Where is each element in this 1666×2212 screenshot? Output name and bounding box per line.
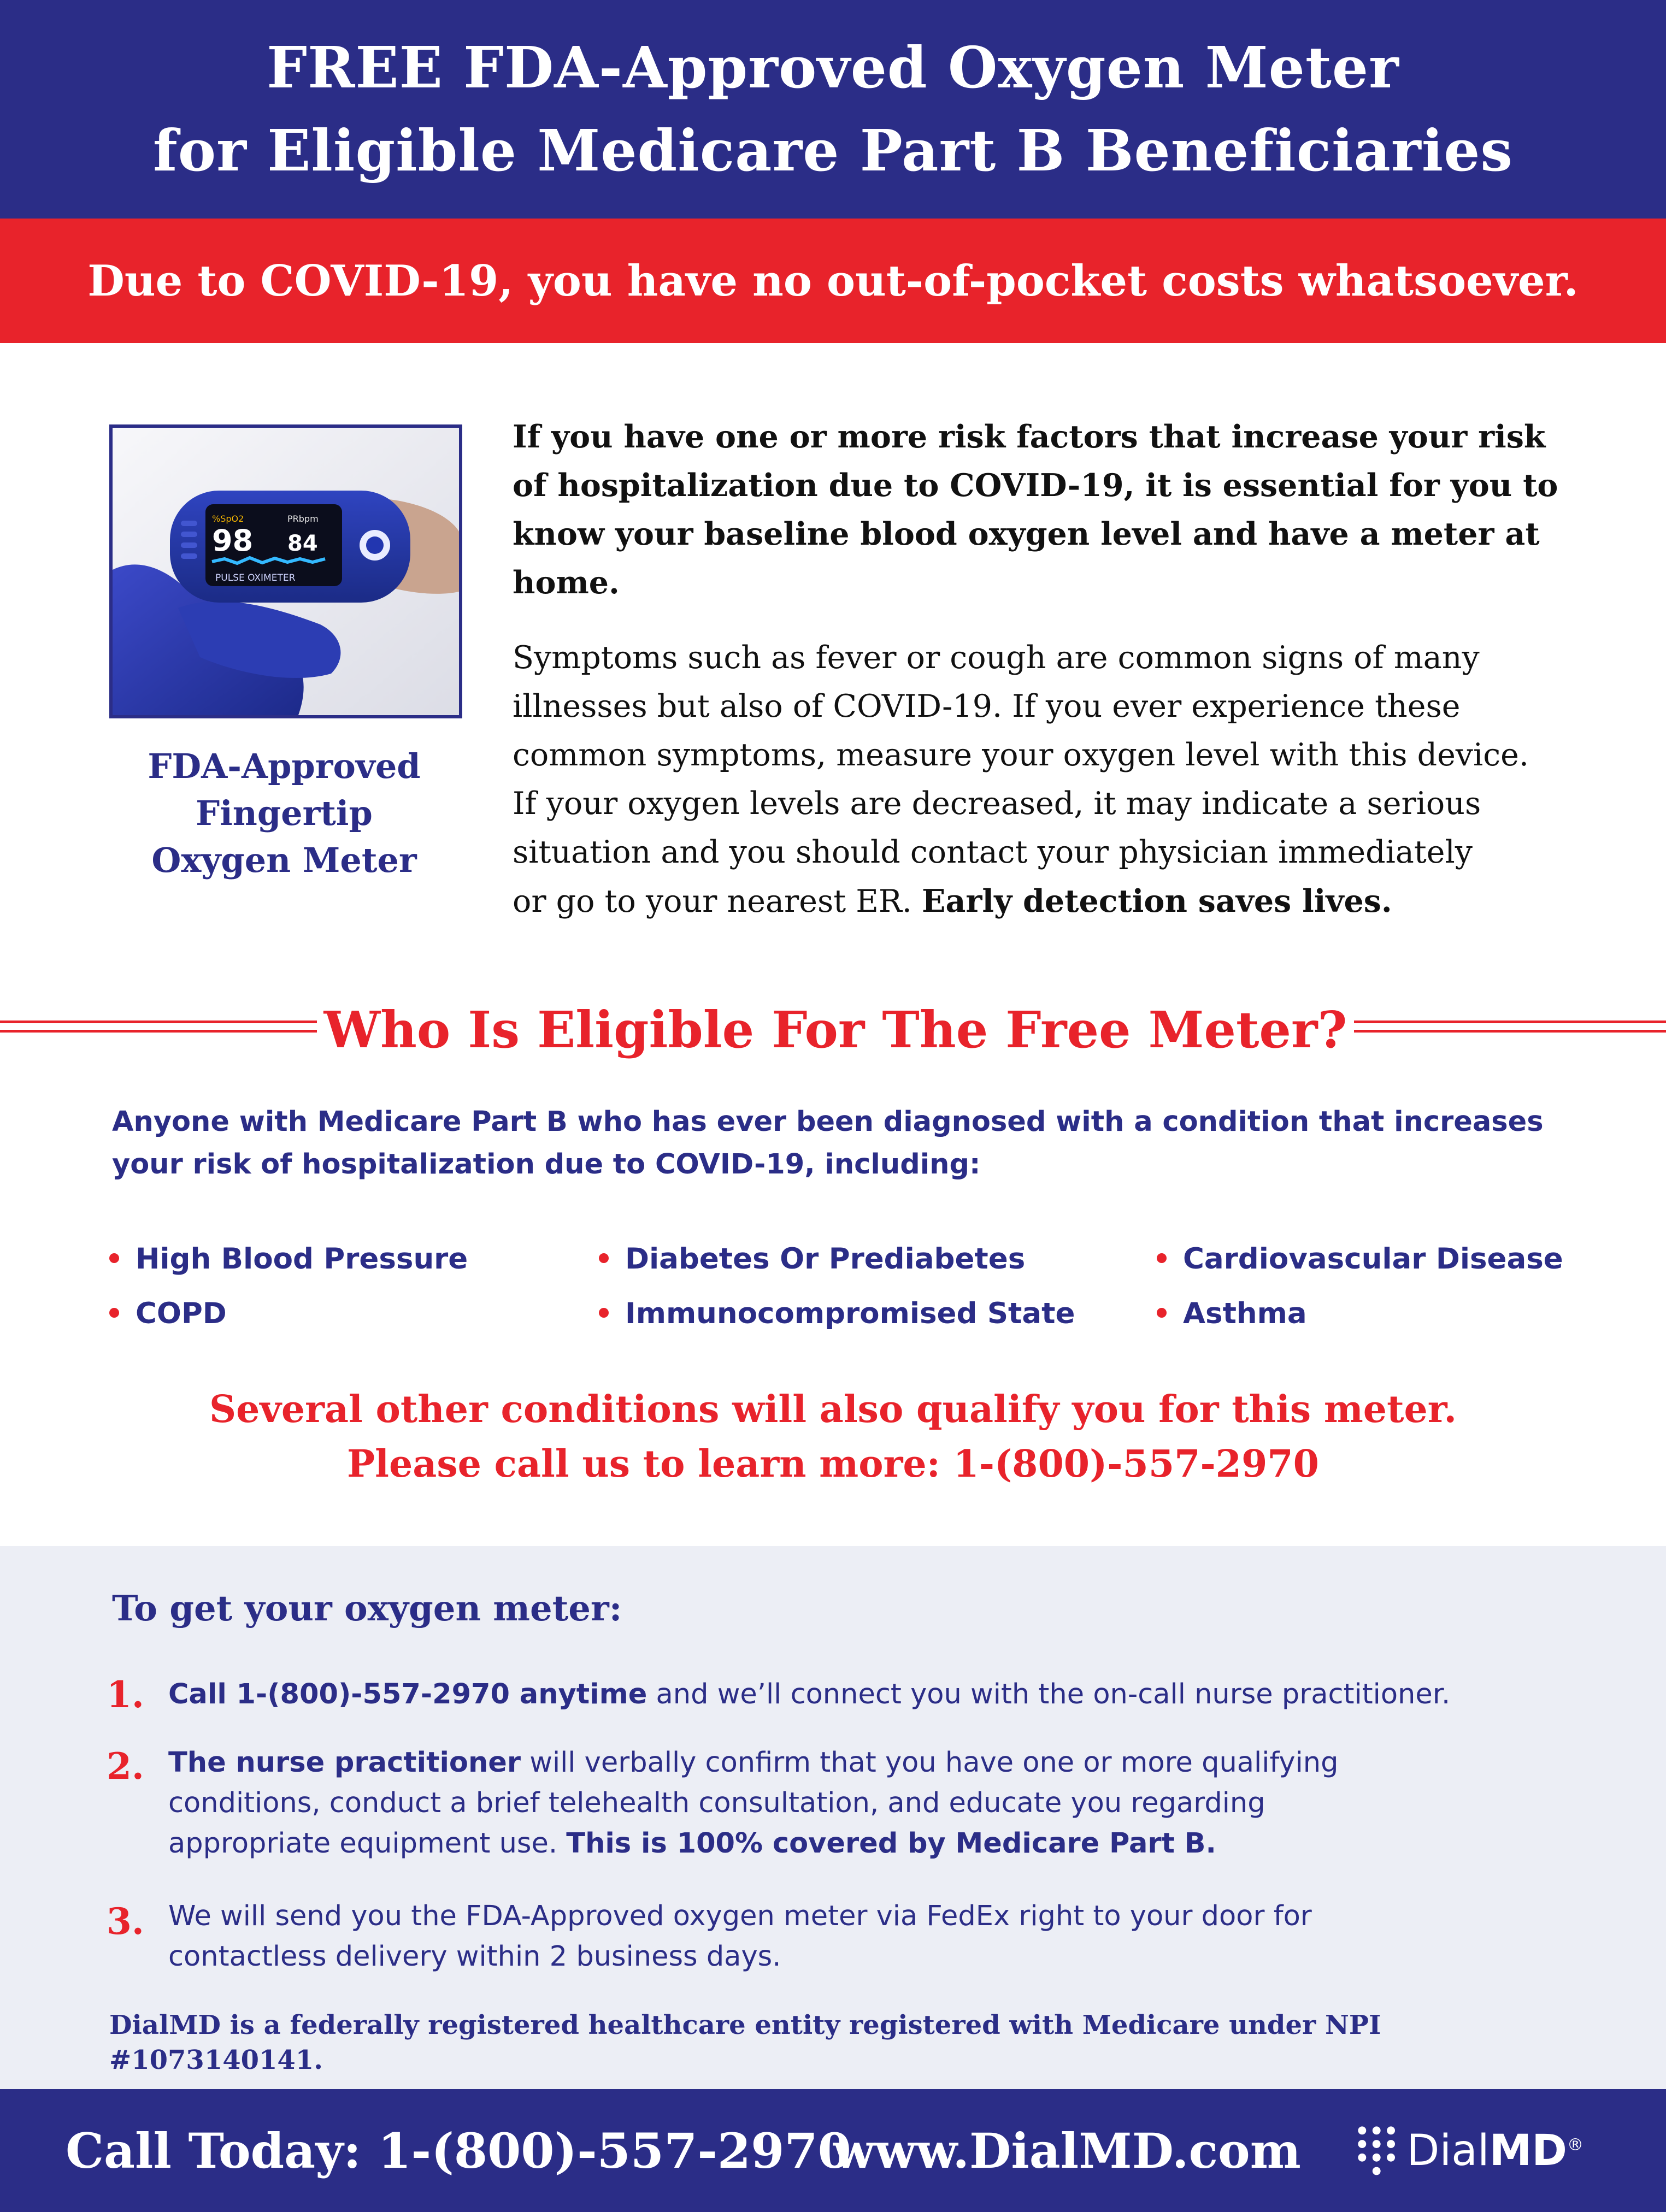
bullet-icon — [1157, 1253, 1167, 1263]
call-today-phone[interactable]: Call Today: 1-(800)-557-2970 — [66, 2122, 851, 2179]
condition-label: Immunocompromised State — [625, 1297, 1075, 1330]
headline-line-2: for Eligible Medicare Part B Beneficiaries — [153, 117, 1513, 184]
symptoms-line: Symptoms such as fever or cough are common signs of many — [513, 640, 1480, 676]
step-emphasis: The nurse practitioner — [168, 1747, 521, 1779]
other-conditions-note — [0, 1382, 1666, 1491]
condition-item — [599, 1295, 1075, 1333]
step-emphasis: Call 1-(800)-557-2970 anytime — [168, 1678, 647, 1710]
symptoms-line: If your oxygen levels are decreased, it may indicate a serious — [513, 786, 1481, 822]
symptoms-paragraph — [513, 634, 1605, 926]
headline-line-1: FREE FDA-Approved Oxygen Meter — [267, 34, 1399, 101]
logo-wordmark — [1406, 2126, 1583, 2175]
no-cost-banner: Due to COVID-19, you have no out-of-pocket costs whatsoever. — [0, 219, 1666, 343]
call-to-learn-more: Please call us to learn more: 1-(800)-557-2970 — [347, 1442, 1319, 1486]
pulse-reading: 84 — [287, 531, 318, 556]
device-label: PULSE OXIMETER — [215, 573, 296, 583]
symptoms-line: common symptoms, measure your oxygen level with this device. — [513, 737, 1529, 773]
condition-label: Cardiovascular Disease — [1183, 1242, 1563, 1276]
intro-line: know your baseline blood oxygen level and have a meter at — [513, 516, 1540, 552]
eligibility-intro — [112, 1101, 1587, 1186]
step-body: contactless delivery within 2 business days. — [168, 1940, 781, 1973]
caption-line-2: Fingertip — [196, 793, 373, 833]
bullet-icon — [1157, 1308, 1167, 1318]
step-number: 1. — [107, 1673, 144, 1716]
step-body: and we’ll connect you with the on-call nurse practitioner. — [647, 1678, 1451, 1710]
condition-item — [1157, 1240, 1563, 1278]
pr-label: PRbpm — [287, 514, 319, 524]
other-conditions-line: Several other conditions will also qualify you for this meter. — [209, 1388, 1457, 1431]
eligibility-intro-line: Anyone with Medicare Part B who has ever been diagnosed with a condition that increases — [112, 1106, 1544, 1138]
photo-caption — [82, 743, 486, 884]
bullet-icon — [109, 1253, 119, 1263]
step-number: 3. — [107, 1900, 144, 1943]
bullet-icon — [599, 1253, 609, 1263]
condition-label: COPD — [136, 1297, 227, 1330]
step-body: conditions, conduct a brief telehealth consultation, and educate you regarding — [168, 1787, 1265, 1819]
spo2-reading: 98 — [212, 523, 254, 558]
condition-item — [599, 1240, 1025, 1278]
bullet-icon — [109, 1308, 119, 1318]
spo2-label: %SpO2 — [212, 514, 244, 524]
steps-title: To get your oxygen meter: — [112, 1588, 622, 1629]
eligibility-title: Who Is Eligible For The Free Meter? — [323, 1000, 1347, 1059]
logo-wordmark-bold: MD — [1489, 2126, 1567, 2175]
title-rule-left — [0, 1021, 317, 1033]
early-detection-emphasis: Early detection saves lives. — [922, 883, 1392, 919]
intro-line: of hospitalization due to COVID-19, it is essential for you to — [513, 467, 1558, 504]
symptoms-line-regular: or go to your nearest ER. — [513, 883, 922, 919]
symptoms-line — [513, 877, 1605, 926]
condition-item — [109, 1295, 227, 1333]
title-rule-right — [1354, 1021, 1666, 1033]
intro-line: If you have one or more risk factors that increase your risk — [513, 418, 1546, 455]
logo-registered-mark: ® — [1567, 2135, 1583, 2155]
condition-label: High Blood Pressure — [136, 1242, 468, 1276]
intro-line: home. — [513, 564, 620, 601]
oximeter-photo — [109, 424, 462, 718]
condition-item — [1157, 1295, 1307, 1333]
step-body: We will send you the FDA-Approved oxygen meter via FedEx right to your door for — [168, 1900, 1312, 1932]
dialmd-logo — [1354, 2116, 1583, 2185]
logo-wordmark-light: Dial — [1406, 2126, 1490, 2175]
npi-registration-note: DialMD is a federally registered healthcare entity registered with Medicare under NPI #1073140141. — [109, 2010, 1381, 2075]
website-link[interactable]: www.DialMD.com — [833, 2122, 1301, 2179]
caption-line-3: Oxygen Meter — [151, 840, 417, 880]
caption-line-1: FDA-Approved — [148, 746, 421, 786]
symptoms-line: situation and you should contact your physician immediately — [513, 834, 1473, 870]
step-text — [168, 1896, 1616, 1977]
bullet-icon — [599, 1308, 609, 1318]
step-text — [168, 1743, 1616, 1864]
intro-paragraph — [513, 412, 1605, 607]
step-emphasis: This is 100% covered by Medicare Part B. — [566, 1827, 1216, 1860]
eligibility-intro-line: your risk of hospitalization due to COVID-19, including: — [112, 1148, 981, 1181]
condition-label: Diabetes Or Prediabetes — [625, 1242, 1026, 1276]
dialmd-keypad-icon — [1354, 2116, 1399, 2185]
condition-item — [109, 1240, 468, 1278]
footer-bar — [0, 2089, 1666, 2212]
step-body: appropriate equipment use. — [168, 1827, 567, 1860]
header-banner — [0, 0, 1666, 219]
step-body: will verbally confirm that you have one or more qualifying — [521, 1747, 1339, 1779]
symptoms-line: illnesses but also of COVID-19. If you ever experience these — [513, 688, 1461, 724]
step-number: 2. — [107, 1745, 144, 1788]
oximeter-illustration — [113, 428, 459, 715]
step-text — [168, 1674, 1616, 1715]
condition-label: Asthma — [1183, 1297, 1307, 1330]
